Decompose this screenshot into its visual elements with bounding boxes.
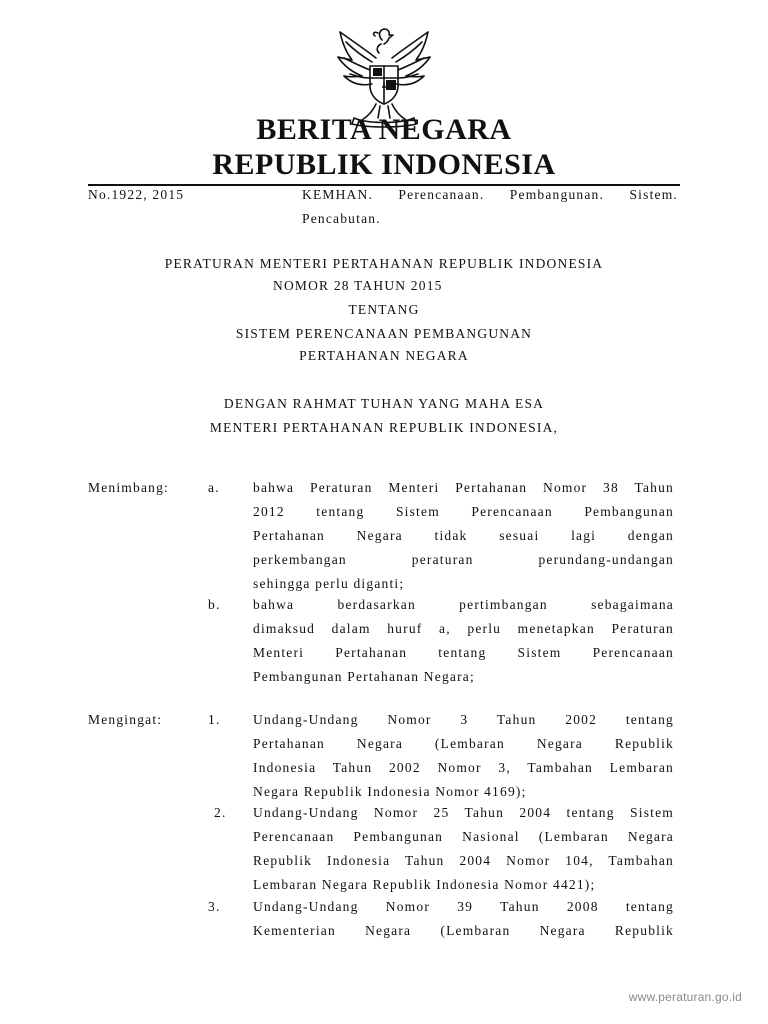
mengingat-2-line: Lembaran Negara Republik Indonesia Nomor 4421); xyxy=(253,877,596,892)
menimbang-b-line: Pembangunan Pertahanan Negara; xyxy=(253,669,475,684)
menimbang-a-line: perkembangan peraturan perundang-undangan xyxy=(253,552,674,567)
menimbang-a-line: 2012 tentang Sistem Perencanaan Pembangunan xyxy=(253,504,674,519)
menimbang-b-line: Menteri Pertahanan tentang Sistem Perencanaan xyxy=(253,645,674,660)
mengingat-1-line: Indonesia Tahun 2002 Nomor 3, Tambahan Lembaran xyxy=(253,760,674,775)
mengingat-3-line: Undang-Undang Nomor 39 Tahun 2008 tentang xyxy=(253,899,674,914)
mengingat-label: Mengingat: xyxy=(88,712,163,727)
regulation-subject-line1: SISTEM PERENCANAAN PEMBANGUNAN xyxy=(235,326,533,341)
publication-title-line2: REPUBLIK INDONESIA xyxy=(212,148,556,181)
menimbang-b-line: bahwa berdasarkan pertimbangan sebagaimana xyxy=(253,597,674,612)
regulation-subject-line2: PERTAHANAN NEGARA xyxy=(299,348,469,363)
mengingat-2-line: Perencanaan Pembangunan Nasional (Lembaran Negara xyxy=(253,829,674,844)
menimbang-label: Menimbang: xyxy=(88,480,169,495)
mengingat-3-line: Kementerian Negara (Lembaran Negara Republik xyxy=(253,923,674,938)
mengingat-item-2 xyxy=(253,801,674,897)
mengingat-1-line: Pertahanan Negara (Lembaran Negara Republik xyxy=(253,736,674,751)
menimbang-marker-b: b. xyxy=(208,597,221,612)
menimbang-a-line: bahwa Peraturan Menteri Pertahanan Nomor 38 Tahun xyxy=(253,480,674,495)
keywords-line2: Pencabutan. xyxy=(302,211,381,226)
footer-website-url: www.peraturan.go.id xyxy=(628,990,742,1004)
header-divider xyxy=(88,184,680,186)
menimbang-item-a xyxy=(253,476,674,596)
preamble-line1: DENGAN RAHMAT TUHAN YANG MAHA ESA xyxy=(223,396,545,411)
regulation-tentang: TENTANG xyxy=(348,302,420,317)
mengingat-1-line: Undang-Undang Nomor 3 Tahun 2002 tentang xyxy=(253,712,674,727)
mengingat-2-line: Undang-Undang Nomor 25 Tahun 2004 tentang Sistem xyxy=(253,805,674,820)
regulation-title: PERATURAN MENTERI PERTAHANAN REPUBLIK INDONESIA xyxy=(164,256,604,271)
regulation-number: NOMOR 28 TAHUN 2015 xyxy=(273,278,443,293)
menimbang-b-line: dimaksud dalam huruf a, perlu menetapkan Peraturan xyxy=(253,621,674,636)
mengingat-marker-2: 2. xyxy=(214,805,227,820)
menimbang-item-b xyxy=(253,593,674,689)
menimbang-marker-a: a. xyxy=(208,480,220,495)
preamble-line2: MENTERI PERTAHANAN REPUBLIK INDONESIA, xyxy=(209,420,559,435)
mengingat-1-line: Negara Republik Indonesia Nomor 4169); xyxy=(253,784,527,799)
mengingat-marker-3: 3. xyxy=(208,899,221,914)
menimbang-a-line: Pertahanan Negara tidak sesuai lagi dengan xyxy=(253,528,674,543)
mengingat-marker-1: 1. xyxy=(208,712,221,727)
mengingat-item-1 xyxy=(253,708,674,804)
mengingat-2-line: Republik Indonesia Tahun 2004 Nomor 104, Tambahan xyxy=(253,853,674,868)
mengingat-item-3 xyxy=(253,895,674,943)
menimbang-a-line: sehingga perlu diganti; xyxy=(253,576,405,591)
publication-number: No.1922, 2015 xyxy=(88,187,185,202)
publication-title-line1: BERITA NEGARA xyxy=(256,113,512,146)
keywords-line1: KEMHAN. Perencanaan. Pembangunan. Sistem. xyxy=(302,187,678,202)
